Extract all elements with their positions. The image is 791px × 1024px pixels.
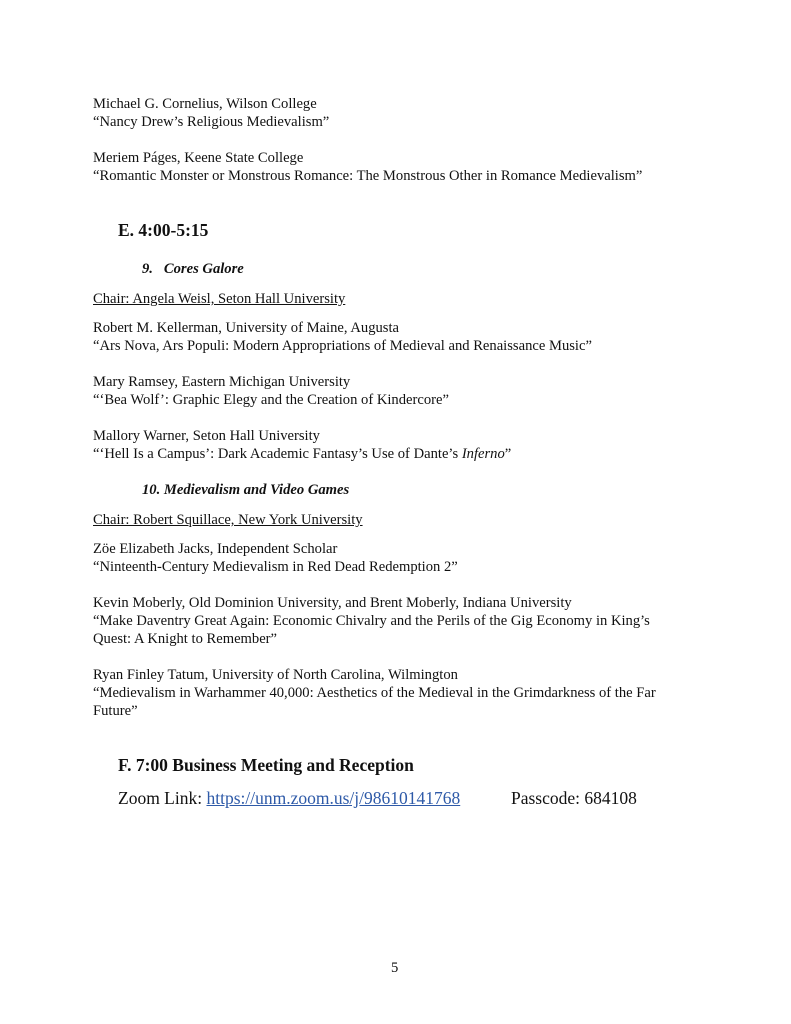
panel-number: 10. [142,482,161,498]
zoom-info [118,788,460,809]
paper-title-continued: Future” [93,703,138,719]
paper-author: Robert M. Kellerman, University of Maine, Augusta [93,320,400,336]
paper-title-continued: Quest: A Knight to Remember” [93,631,278,647]
paper-author: Kevin Moberly, Old Dominion University, and Brent Moberly, Indiana University [93,595,572,611]
paper-title: “Ars Nova, Ars Populi: Modern Appropriations of Medieval and Renaissance Music” [93,338,592,354]
zoom-link[interactable]: https://unm.zoom.us/j/98610141768 [206,788,461,808]
zoom-passcode: Passcode: 684108 [511,788,637,808]
title-text: “‘Hell Is a Campus’: Dark Academic Fantasy’s Use of Dante’s [93,446,462,462]
page-number: 5 [391,960,399,976]
paper-author: Meriem Páges, Keene State College [93,150,304,166]
panel-chair: Chair: Angela Weisl, Seton Hall University [93,291,346,307]
paper-author: Ryan Finley Tatum, University of North Carolina, Wilmington [93,667,458,683]
paper-title: “Make Daventry Great Again: Economic Chivalry and the Perils of the Gig Economy in King’s [93,613,650,629]
paper-title: “‘Bea Wolf’: Graphic Elegy and the Creation of Kindercore” [93,392,449,408]
paper-author: Michael G. Cornelius, Wilson College [93,96,317,112]
paper-title: “Ninteenth-Century Medievalism in Red Dead Redemption 2” [93,559,458,575]
zoom-link-label: Zoom Link: [118,788,207,808]
title-italic: Inferno [461,446,505,462]
section-heading-f: F. 7:00 Business Meeting and Reception [118,755,414,775]
panel-title: Medievalism and Video Games [163,482,350,498]
paper-author: Zöe Elizabeth Jacks, Independent Scholar [93,541,338,557]
title-text: ” [504,446,512,462]
paper-title: “Medievalism in Warhammer 40,000: Aesthetics of the Medieval in the Grimdarkness of the Far [93,685,656,701]
paper-title: “Romantic Monster or Monstrous Romance: The Monstrous Other in Romance Medievalism” [93,168,643,184]
panel-chair: Chair: Robert Squillace, New York University [93,512,363,528]
paper-title [93,445,511,463]
paper-author: Mary Ramsey, Eastern Michigan University [93,374,351,390]
section-heading-e: E. 4:00-5:15 [118,220,209,240]
panel-heading-9 [142,261,244,278]
paper-author: Mallory Warner, Seton Hall University [93,428,320,444]
paper-title: “Nancy Drew’s Religious Medievalism” [93,114,330,130]
panel-number: 9. [142,261,153,277]
panel-heading-10 [142,482,349,499]
panel-title: Cores Galore [163,261,244,277]
